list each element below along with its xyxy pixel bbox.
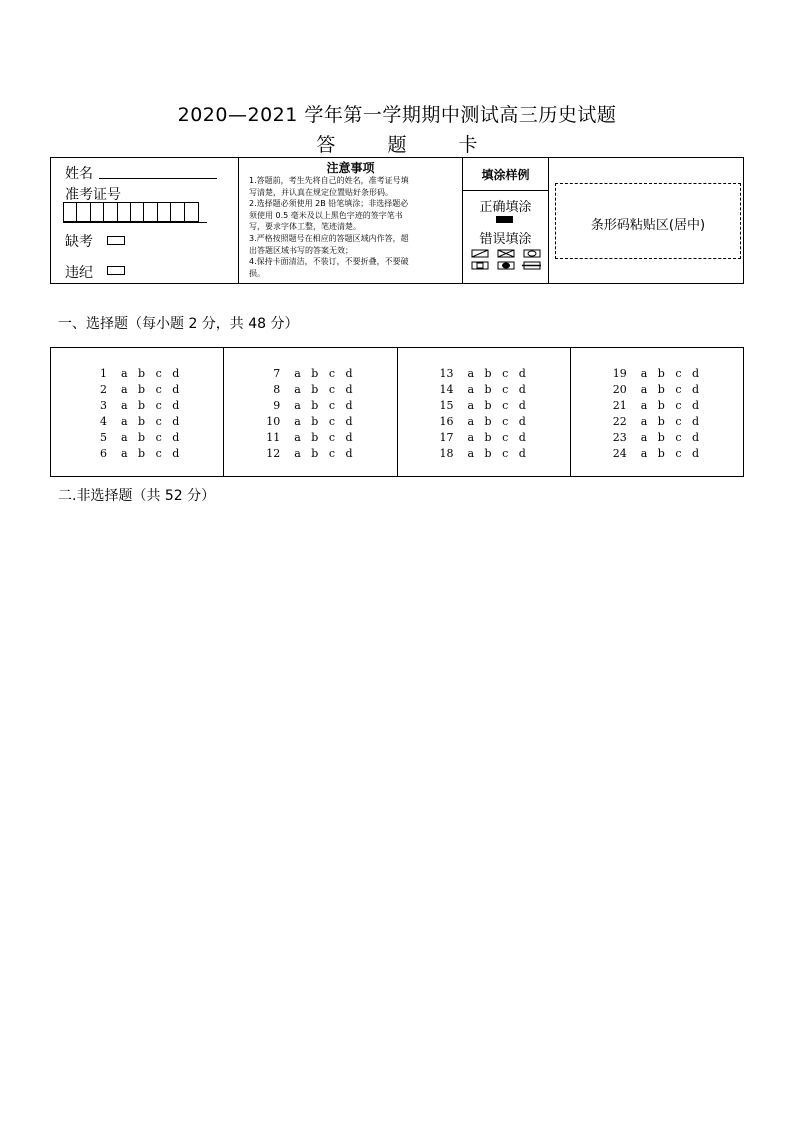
- question-number: 5: [100, 430, 107, 444]
- violation-label: 违纪: [65, 265, 93, 281]
- answer-options[interactable]: a b c d: [294, 446, 353, 460]
- section1-heading: 一、选择题（每小题 2 分，共 48 分）: [58, 316, 299, 332]
- section2-heading: 二.非选择题（共 52 分）: [58, 488, 216, 504]
- divider: [463, 190, 548, 191]
- answer-options[interactable]: a b c d: [640, 366, 700, 380]
- answer-options[interactable]: a b c d: [640, 414, 700, 428]
- answer-options[interactable]: a b c d: [467, 366, 526, 380]
- exam-title: 2020—2021 学年第一学期期中测试高三历史试题: [177, 104, 617, 126]
- wrong-fill-marks-icon: [471, 261, 541, 271]
- subtitle-char: 答: [316, 134, 336, 156]
- answer-group: [571, 348, 743, 476]
- notice-line: 3.严格按照题号在相应的答题区域内作答，超: [249, 233, 409, 243]
- answer-options[interactable]: a b c d: [294, 366, 353, 380]
- question-number: 23: [612, 430, 627, 444]
- question-number: 2: [100, 382, 107, 396]
- answer-row: [571, 381, 743, 397]
- answer-options[interactable]: a b c d: [467, 430, 526, 444]
- notice-line: 损。: [249, 268, 265, 278]
- answer-row: [571, 413, 743, 429]
- name-label: 姓名: [65, 166, 93, 182]
- answer-row: [224, 413, 396, 429]
- answer-options[interactable]: a b c d: [467, 414, 526, 428]
- answer-row: [51, 381, 223, 397]
- question-number: 14: [439, 382, 454, 396]
- subtitle-char: 题: [387, 134, 407, 156]
- answer-row: [51, 365, 223, 381]
- notice-list: [249, 175, 455, 279]
- id-number-grid[interactable]: [63, 202, 199, 222]
- absent-label: 缺考: [65, 234, 93, 250]
- barcode-area: [555, 183, 741, 259]
- answer-row: [51, 429, 223, 445]
- answer-options[interactable]: a b c d: [121, 430, 180, 444]
- answer-options[interactable]: a b c d: [121, 414, 180, 428]
- notice-line: 写，要求字体工整，笔迹清楚。: [249, 222, 361, 232]
- wrong-fill-marks-icon: [471, 249, 541, 259]
- candidate-info-column: [51, 158, 239, 283]
- name-field[interactable]: [99, 178, 217, 179]
- notice-line: 出答题区域书写的答案无效；: [249, 245, 353, 255]
- answer-row: [398, 413, 570, 429]
- question-number: 13: [439, 366, 454, 380]
- answer-row: [51, 413, 223, 429]
- answer-row: [51, 445, 223, 461]
- id-label: 准考证号: [65, 187, 121, 203]
- answer-row: [571, 397, 743, 413]
- question-number: 21: [612, 398, 627, 412]
- question-number: 4: [100, 414, 107, 428]
- multiple-choice-answer-area: [50, 347, 744, 477]
- answer-row: [571, 445, 743, 461]
- fill-example-title: 填涂样例: [481, 168, 530, 182]
- answer-group: [398, 348, 571, 476]
- answer-row: [398, 381, 570, 397]
- question-number: 3: [100, 398, 107, 412]
- notice-column: [239, 158, 463, 283]
- answer-row: [51, 397, 223, 413]
- answer-row: [224, 445, 396, 461]
- answer-options[interactable]: a b c d: [640, 382, 700, 396]
- answer-options[interactable]: a b c d: [640, 398, 700, 412]
- answer-options[interactable]: a b c d: [121, 366, 180, 380]
- answer-options[interactable]: a b c d: [294, 398, 353, 412]
- answer-row: [398, 445, 570, 461]
- correct-fill-label: 正确填涂: [479, 200, 532, 215]
- question-number: 6: [100, 446, 107, 460]
- question-number: 16: [439, 414, 454, 428]
- absent-checkbox[interactable]: [107, 236, 125, 245]
- answer-options[interactable]: a b c d: [640, 446, 700, 460]
- notice-line: 4.保持卡面清洁，不装订，不要折叠，不要破: [249, 257, 409, 267]
- answer-options[interactable]: a b c d: [294, 414, 353, 428]
- answer-row: [224, 381, 396, 397]
- barcode-label: 条形码粘贴区(居中): [590, 218, 706, 233]
- answer-row: [571, 429, 743, 445]
- question-number: 22: [612, 414, 627, 428]
- question-number: 8: [273, 382, 281, 396]
- question-number: 19: [612, 366, 627, 380]
- answer-options[interactable]: a b c d: [467, 382, 526, 396]
- question-number: 12: [266, 446, 281, 460]
- question-number: 18: [439, 446, 454, 460]
- barcode-column: [549, 158, 745, 283]
- answer-options[interactable]: a b c d: [121, 398, 180, 412]
- question-number: 11: [266, 430, 281, 444]
- violation-checkbox[interactable]: [107, 266, 125, 275]
- question-number: 20: [612, 382, 627, 396]
- notice-line: 写清楚，并认真在规定位置贴好条形码。: [249, 187, 393, 197]
- notice-title: 注意事项: [326, 161, 375, 175]
- correct-fill-mark-icon: [496, 216, 513, 223]
- divider: [63, 222, 207, 223]
- answer-row: [224, 429, 396, 445]
- answer-options[interactable]: a b c d: [121, 446, 180, 460]
- answer-options[interactable]: a b c d: [467, 398, 526, 412]
- answer-row: [398, 397, 570, 413]
- answer-options[interactable]: a b c d: [294, 430, 353, 444]
- question-number: 10: [266, 414, 281, 428]
- answer-row: [224, 365, 396, 381]
- question-number: 24: [612, 446, 627, 460]
- answer-row: [398, 365, 570, 381]
- notice-line: 1.答题前，考生先将自己的姓名，准考证号填: [249, 176, 409, 185]
- question-number: 17: [439, 430, 454, 444]
- question-number: 7: [273, 366, 281, 380]
- fill-example-column: [463, 158, 549, 283]
- answer-sheet-subtitle: [0, 130, 794, 157]
- notice-line: 2.选择题必须使用 2B 铅笔填涂；非选择题必: [249, 199, 409, 209]
- candidate-info-box: [50, 157, 744, 284]
- answer-row: [571, 365, 743, 381]
- notice-line: 须使用 0.5 毫米及以上黑色字迹的签字笔书: [249, 210, 403, 220]
- question-number: 1: [100, 366, 107, 380]
- answer-row: [398, 429, 570, 445]
- answer-group: [224, 348, 397, 476]
- answer-group: [51, 348, 224, 476]
- wrong-fill-label: 错误填涂: [479, 232, 532, 247]
- subtitle-char: 卡: [458, 134, 478, 156]
- answer-options[interactable]: a b c d: [640, 430, 700, 444]
- answer-options[interactable]: a b c d: [467, 446, 526, 460]
- question-number: 15: [439, 398, 454, 412]
- question-number: 9: [273, 398, 281, 412]
- answer-options[interactable]: a b c d: [294, 382, 353, 396]
- answer-row: [224, 397, 396, 413]
- answer-options[interactable]: a b c d: [121, 382, 180, 396]
